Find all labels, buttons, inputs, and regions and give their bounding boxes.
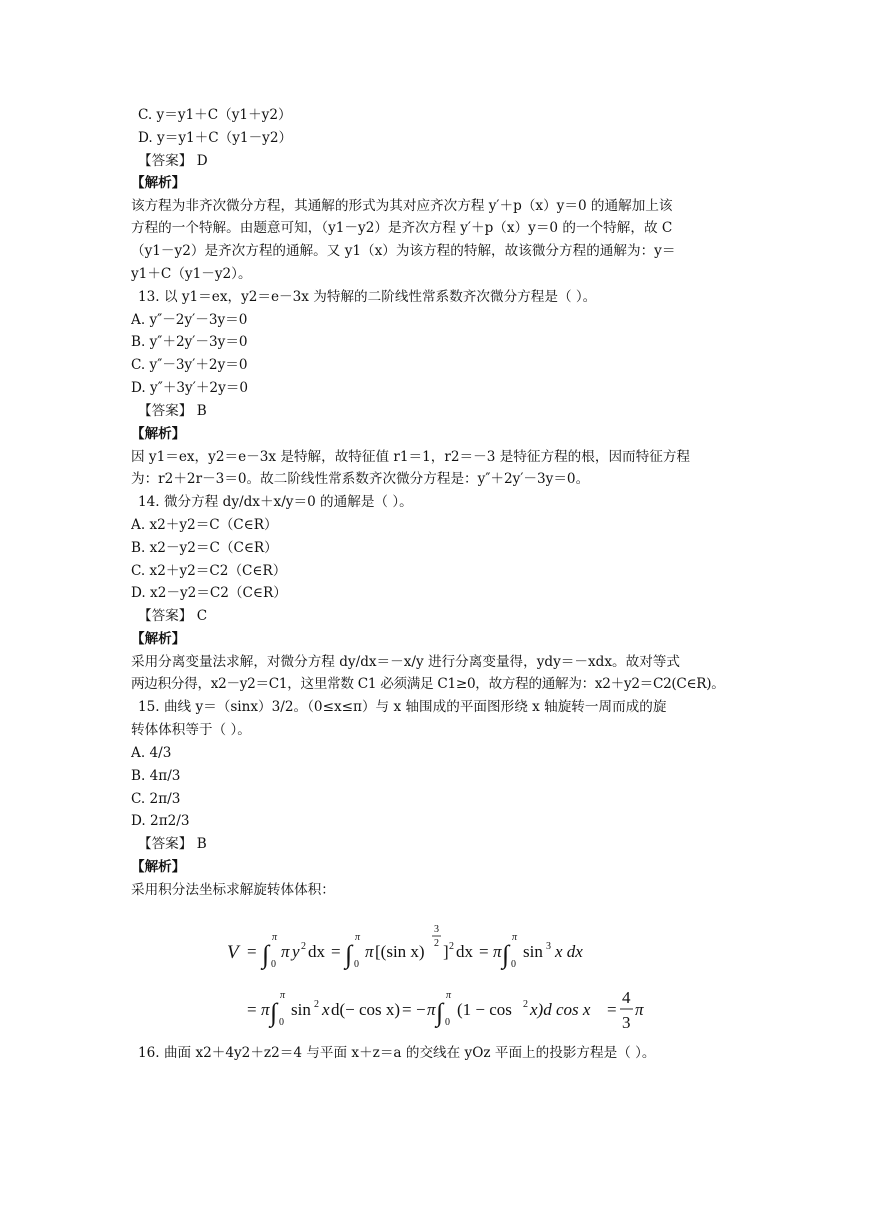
option-d-q14: D. x2－y2＝C2（C∈R） <box>131 585 287 601</box>
formula-sin3-exp: 3 <box>546 941 551 952</box>
formula-pi-1: π <box>281 942 290 961</box>
formula-frac-num: 3 <box>434 924 439 935</box>
option-c-q12: C. y＝y1＋C（y1＋y2） <box>138 107 292 123</box>
formula-upper-1: π <box>272 932 278 943</box>
analysis-text-q12-3: （y1－y2）是齐次方程的通解。又 y1（x）为该方程的特解，故该微分方程的通解为：y＝ <box>131 243 676 259</box>
option-b-q15: B. 4π/3 <box>131 768 181 784</box>
analysis-text-q13-1: 因 y1＝ex，y2＝e－3x 是特解，故特征值 r1＝1，r2＝－3 是特征方程的根，因而特征方程 <box>131 449 691 465</box>
formula-sin3: sin <box>523 942 543 961</box>
formula-pi-5: π <box>427 1000 436 1019</box>
analysis-text-q15-1: 采用积分法坐标求解旋转体体积： <box>131 882 335 898</box>
formula-upper-3: π <box>512 932 518 943</box>
formula-frac2-den: 3 <box>622 1013 631 1032</box>
formula-eq-1: = <box>247 942 257 961</box>
analysis-heading-q15: 【解析】 <box>131 859 186 875</box>
formula-bracket-exp: 2 <box>449 941 454 952</box>
formula-cos-exp: 2 <box>523 999 528 1010</box>
formula-integral-2: ∫ <box>345 940 353 969</box>
formula-frac-den: 2 <box>434 938 439 949</box>
option-d-q13: D. y″＋3y′＋2y＝0 <box>131 380 248 396</box>
formula-eq-2: = <box>331 942 341 961</box>
option-a-q13: A. y″－2y′－3y＝0 <box>131 312 248 328</box>
formula-sinx: [(sin x) <box>375 942 425 961</box>
formula-upper-2: π <box>355 932 361 943</box>
formula-dcos: d(− cos x) <box>331 1000 401 1019</box>
formula-y: y <box>292 942 300 961</box>
formula-lower-1: 0 <box>271 959 276 970</box>
formula-x-1: x <box>322 1000 330 1019</box>
formula-pi-4: π <box>261 1000 270 1019</box>
option-c-q14: C. x2＋y2＝C2（C∈R） <box>131 563 287 579</box>
analysis-text-q12-1: 该方程为非齐次微分方程，其通解的形式为其对应齐次方程 y′＋p（x）y＝0 的通解加上该 <box>131 198 673 214</box>
option-b-q14: B. x2－y2＝C（C∈R） <box>131 540 278 556</box>
option-a-q14: A. x2＋y2＝C（C∈R） <box>131 517 278 533</box>
formula-integral-3: ∫ <box>502 940 510 969</box>
formula-pi-6: π <box>635 1000 644 1019</box>
option-c-q15: C. 2π/3 <box>131 791 181 807</box>
analysis-text-q14-1: 采用分离变量法求解，对微分方程 dy/dx＝－x/y 进行分离变量得，ydy＝－xdx。故对等式 <box>131 654 680 670</box>
answer-q14: 【答案】 C <box>138 608 208 624</box>
formula-sin2-exp: 2 <box>314 999 319 1010</box>
question-16: 16. 曲面 x2＋4y2＋z2＝4 与平面 x＋z＝a 的交线在 yOz 平面上的投影方程是（ ）。 <box>138 1045 656 1061</box>
formula-eq-6: = <box>607 1000 617 1019</box>
analysis-text-q12-4: y1＋C（y1－y2）。 <box>131 266 252 282</box>
formula-v: V <box>227 942 239 963</box>
answer-q13: 【答案】 B <box>138 403 207 419</box>
formula-eq-5: = <box>402 1000 412 1019</box>
analysis-text-q13-2: 为：r2＋2r－3＝0。故二阶线性常系数齐次微分方程是：y″＋2y′－3y＝0。 <box>131 471 590 487</box>
formula-integral-5: ∫ <box>436 998 444 1027</box>
formula-upper-5: π <box>446 990 452 1001</box>
formula-xdx: x dx <box>555 942 583 961</box>
formula-integral-1: ∫ <box>262 940 270 969</box>
question-15: 15. 曲线 y＝（sinx）3/2。（0≤x≤π）与 x 轴围成的平面图形绕 x 轴旋转一周而成的旋 <box>138 699 667 715</box>
option-d-q12: D. y＝y1＋C（y1－y2） <box>138 130 293 146</box>
option-b-q13: B. y″＋2y′－3y＝0 <box>131 334 248 350</box>
formula-y-exp: 2 <box>301 941 306 952</box>
formula-lower-5: 0 <box>445 1017 450 1028</box>
formula-dx-2: dx <box>456 942 473 961</box>
question-13: 13. 以 y1＝ex，y2＝e－3x 为特解的二阶线性常系数齐次微分方程是（ ）。 <box>138 289 597 305</box>
formula-lower-3: 0 <box>511 959 516 970</box>
analysis-text-q12-2: 方程的一个特解。由题意可知，（y1－y2）是齐次方程 y′＋p（x）y＝0 的一个特解，故 C <box>131 220 673 236</box>
formula-upper-4: π <box>280 990 286 1001</box>
volume-integral-formula <box>225 920 645 1040</box>
option-c-q13: C. y″－3y′＋2y＝0 <box>131 357 248 373</box>
formula-integral-4: ∫ <box>270 998 278 1027</box>
option-d-q15: D. 2π2/3 <box>131 813 190 829</box>
formula-eq-3: = <box>479 942 489 961</box>
question-14: 14. 微分方程 dy/dx＋x/y＝0 的通解是（ ）。 <box>138 494 413 510</box>
analysis-heading-q12: 【解析】 <box>131 175 186 191</box>
formula-eq-4: = <box>247 1000 257 1019</box>
analysis-heading-q13: 【解析】 <box>131 426 186 442</box>
answer-q15: 【答案】 B <box>138 836 207 852</box>
question-15-cont: 转体体积等于（ ）。 <box>131 722 251 738</box>
answer-q12: 【答案】 D <box>138 153 208 169</box>
formula-bracket: ] <box>443 942 449 961</box>
formula-frac2-num: 4 <box>622 988 631 1007</box>
formula-pi-2: π <box>365 942 374 961</box>
formula-onecos: (1 − cos <box>457 1000 512 1019</box>
formula-xdcos: x)d cos x <box>530 1000 591 1019</box>
option-a-q15: A. 4/3 <box>131 745 172 761</box>
formula-lower-2: 0 <box>354 959 359 970</box>
formula-pi-3: π <box>493 942 502 961</box>
formula-dx-1: dx <box>308 942 325 961</box>
formula-sin2: sin <box>291 1000 311 1019</box>
formula-minus: − <box>416 1000 426 1019</box>
analysis-text-q14-2: 两边积分得，x2－y2＝C1，这里常数 C1 必须满足 C1≥0，故方程的通解为：x2＋y2＝C2(C∈R)。 <box>131 676 725 692</box>
formula-lower-4: 0 <box>279 1017 284 1028</box>
analysis-heading-q14: 【解析】 <box>131 631 186 647</box>
